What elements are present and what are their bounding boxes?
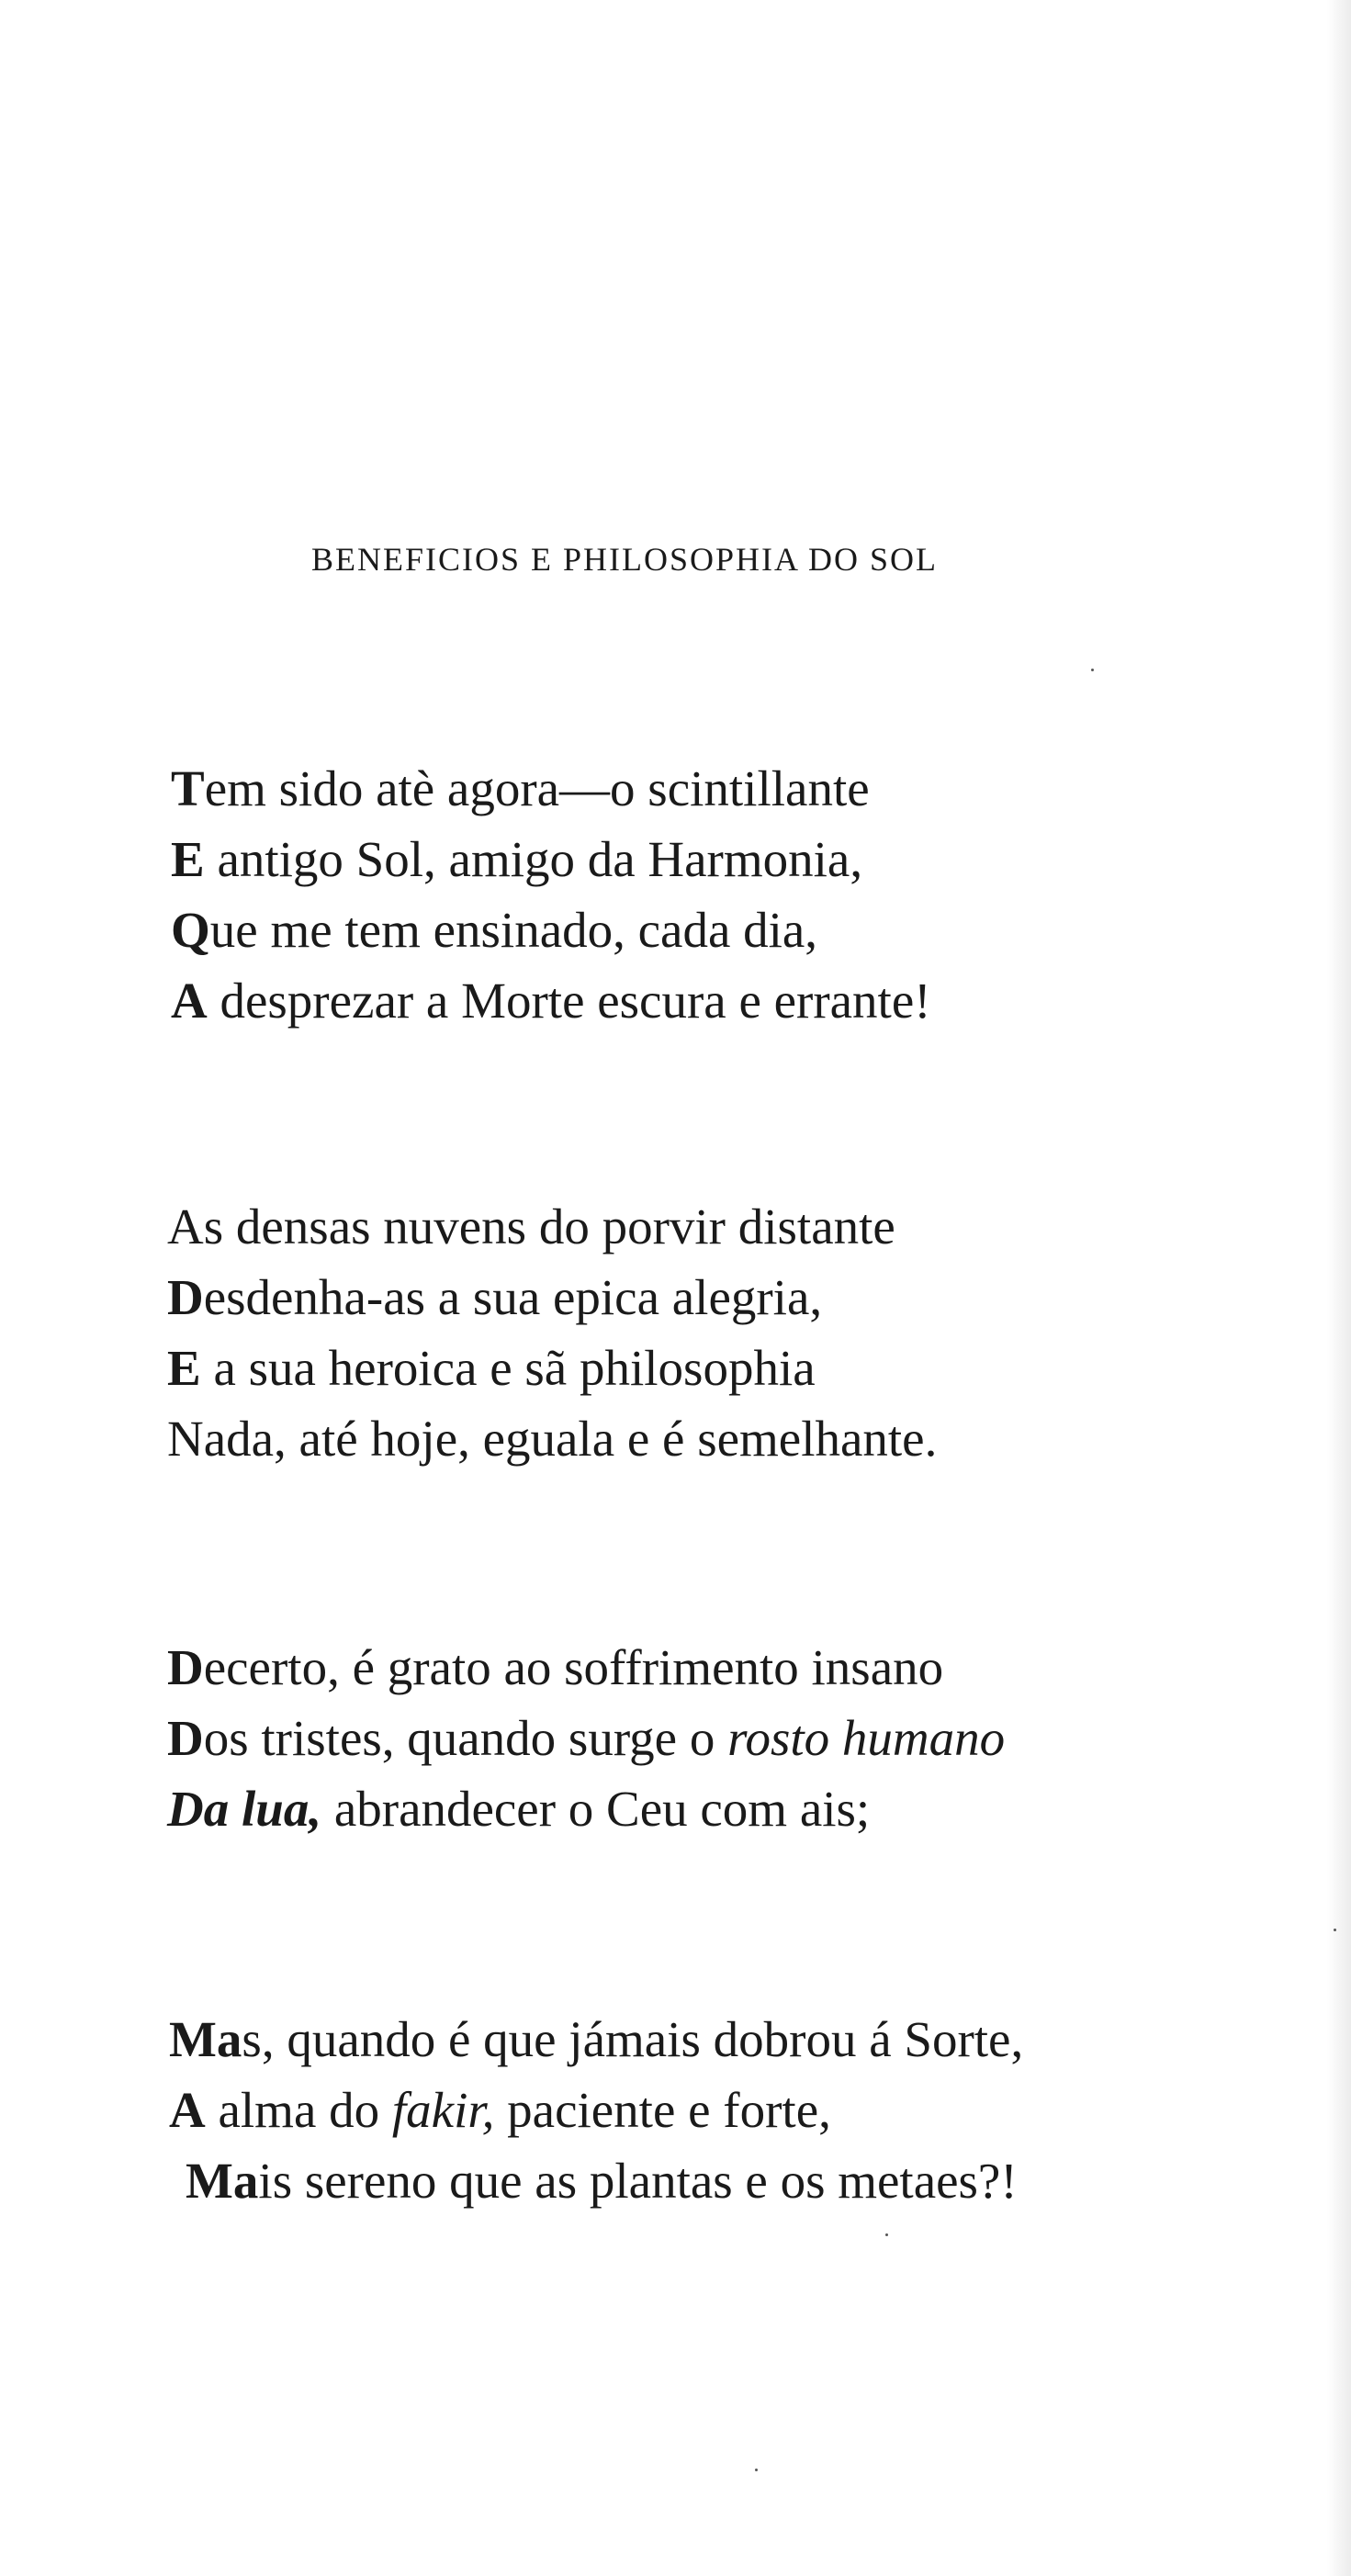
verse-line	[167, 1262, 1196, 1333]
verse-initial: D	[167, 1710, 204, 1766]
verse-line	[171, 965, 1199, 1036]
stanza-3	[167, 1632, 1196, 1844]
verse-italic: rosto humano	[727, 1710, 1006, 1766]
verse-text: antigo Sol, amigo da Harmonia,	[204, 831, 863, 887]
verse-text: s, quando é que jámais dobrou á Sorte,	[242, 2011, 1024, 2067]
poem-title: BENEFICIOS E PHILOSOPHIA DO SOL	[310, 541, 939, 578]
print-speck	[885, 2233, 888, 2236]
verse-line	[167, 1333, 1196, 1403]
print-speck	[1091, 669, 1094, 671]
verse-text: ue me tem ensinado, cada dia,	[209, 902, 818, 958]
verse-text: paciente e forte,	[494, 2082, 831, 2138]
verse-text: abrandecer o Ceu com ais;	[321, 1781, 871, 1837]
verse-initial: D	[167, 1639, 204, 1695]
print-speck	[755, 2469, 758, 2471]
verse-initial: E	[167, 1340, 201, 1396]
verse-initial: E	[171, 831, 205, 887]
verse-line	[167, 1773, 1196, 1844]
verse-initial: A	[171, 973, 208, 1029]
verse-initial: Ma	[169, 2011, 242, 2067]
verse-initial: A	[167, 1198, 204, 1254]
verse-line	[169, 2004, 1198, 2075]
stanza-1	[171, 753, 1199, 1036]
verse-line	[167, 1191, 1196, 1262]
verse-initial: T	[171, 760, 205, 816]
verse-initial: D	[167, 1269, 204, 1325]
verse-line	[167, 1632, 1196, 1703]
verse-italic-bold: Da lua,	[167, 1781, 322, 1837]
page-edge-shadow	[1327, 0, 1351, 2576]
verse-initial: A	[169, 2082, 206, 2138]
verse-text: os tristes, quando surge o	[203, 1710, 728, 1766]
print-speck	[1334, 1929, 1336, 1931]
verse-line	[169, 2075, 1198, 2145]
verse-initial: Ma	[186, 2153, 259, 2209]
verse-line	[169, 2145, 1198, 2216]
verse-text: alma do	[205, 2082, 392, 2138]
verse-text: desprezar a Morte escura e errante!	[207, 973, 931, 1029]
verse-text: a sua heroica e sã philosophia	[200, 1340, 816, 1396]
verse-line	[167, 1703, 1196, 1773]
verse-initial: Q	[171, 902, 210, 958]
stanza-4	[169, 2004, 1198, 2216]
stanza-2	[167, 1191, 1196, 1474]
verse-text: is sereno que as plantas e os metaes?!	[258, 2153, 1018, 2209]
verse-line	[171, 753, 1199, 824]
verse-text: ada, até hoje, eguala e é semelhante.	[203, 1411, 938, 1467]
verse-initial: N	[167, 1411, 204, 1467]
verse-italic: fakir,	[391, 2082, 495, 2138]
verse-line	[171, 894, 1199, 965]
verse-text: esdenha-as a sua epica alegria,	[203, 1269, 823, 1325]
verse-line	[167, 1403, 1196, 1474]
verse-text: s densas nuvens do porvir distante	[203, 1198, 895, 1254]
verse-text: em sido atè agora—o scintillante	[204, 760, 870, 816]
verse-line	[171, 824, 1199, 894]
verse-text: ecerto, é grato ao soffrimento insano	[203, 1639, 944, 1695]
